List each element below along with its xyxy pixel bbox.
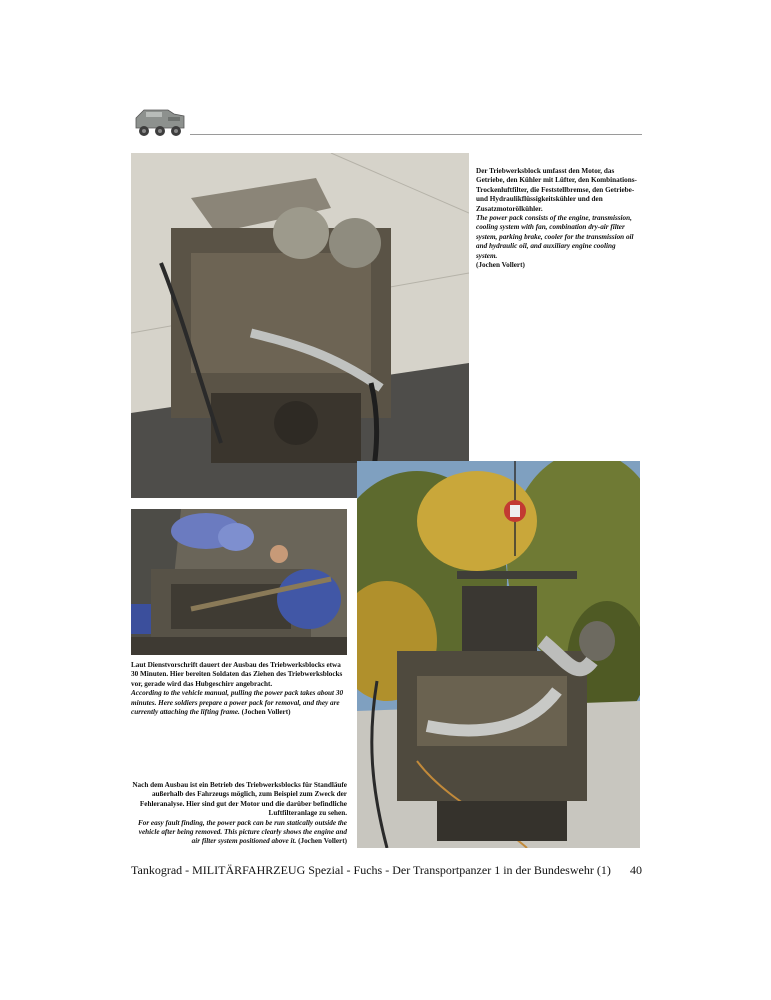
power-pack-caption <box>476 167 638 270</box>
removal-caption <box>131 661 345 717</box>
removal-photo <box>131 509 347 655</box>
page-footer <box>131 863 642 878</box>
header-rule <box>190 134 642 135</box>
vehicle-logo-icon <box>130 104 188 140</box>
caption-german: Der Triebwerksblock umfasst den Motor, das Getriebe, den Kühler mit Lüfter, den Kombinations-Trockenluftfilter, die Feststellbremse, den Getriebe- und Hydraulikflüssigkeitskühler und den Zusatzmotorölkühler. <box>476 167 637 213</box>
photo-credit: (Jochen Vollert) <box>298 837 347 846</box>
photo-credit: (Jochen Vollert) <box>476 261 525 270</box>
caption-english: For easy fault finding, the power pack can be run statically outside the vehicle after being removed. This picture clearly shows the engine and air filter system positioned above it. <box>137 818 347 846</box>
page-number: 40 <box>630 863 642 877</box>
caption-english: The power pack consists of the engine, transmission, cooling system with fan, combination dry-air filter system, parking brake, cooler for the transmission oil and hydraulic oil, and auxiliary engine cooling system. <box>476 214 634 260</box>
photo-credit: (Jochen Vollert) <box>241 708 291 717</box>
caption-english: According to the vehicle manual, pulling the power pack takes about 30 minutes. Here soldiers prepare a power pack for removal, and they are currently attaching the lifting frame. <box>131 689 344 717</box>
static-run-caption <box>131 781 347 847</box>
power-pack-photo <box>131 153 469 498</box>
caption-german: Laut Dienstvorschrift dauert der Ausbau des Triebwerksblocks etwa 30 Minuten. Hier bereiten Soldaten das Ziehen des Triebwerksblocks vor, gerade wird das Hubgeschirr angebracht. <box>131 661 343 688</box>
footer-title: Tankograd - MILITÄRFAHRZEUG Spezial - Fuchs - Der Transportpanzer 1 in der Bundeswehr (1) <box>131 863 611 877</box>
caption-german: Nach dem Ausbau ist ein Betrieb des Triebwerksblocks für Standläufe außerhalb des Fahrzeugs möglich, zum Beispiel zum Zweck der Fehleranalyse. Hier sind gut der Motor und die darüber befindliche Luftfilteranlage zu sehen. <box>132 781 347 818</box>
static-run-photo <box>357 461 640 848</box>
